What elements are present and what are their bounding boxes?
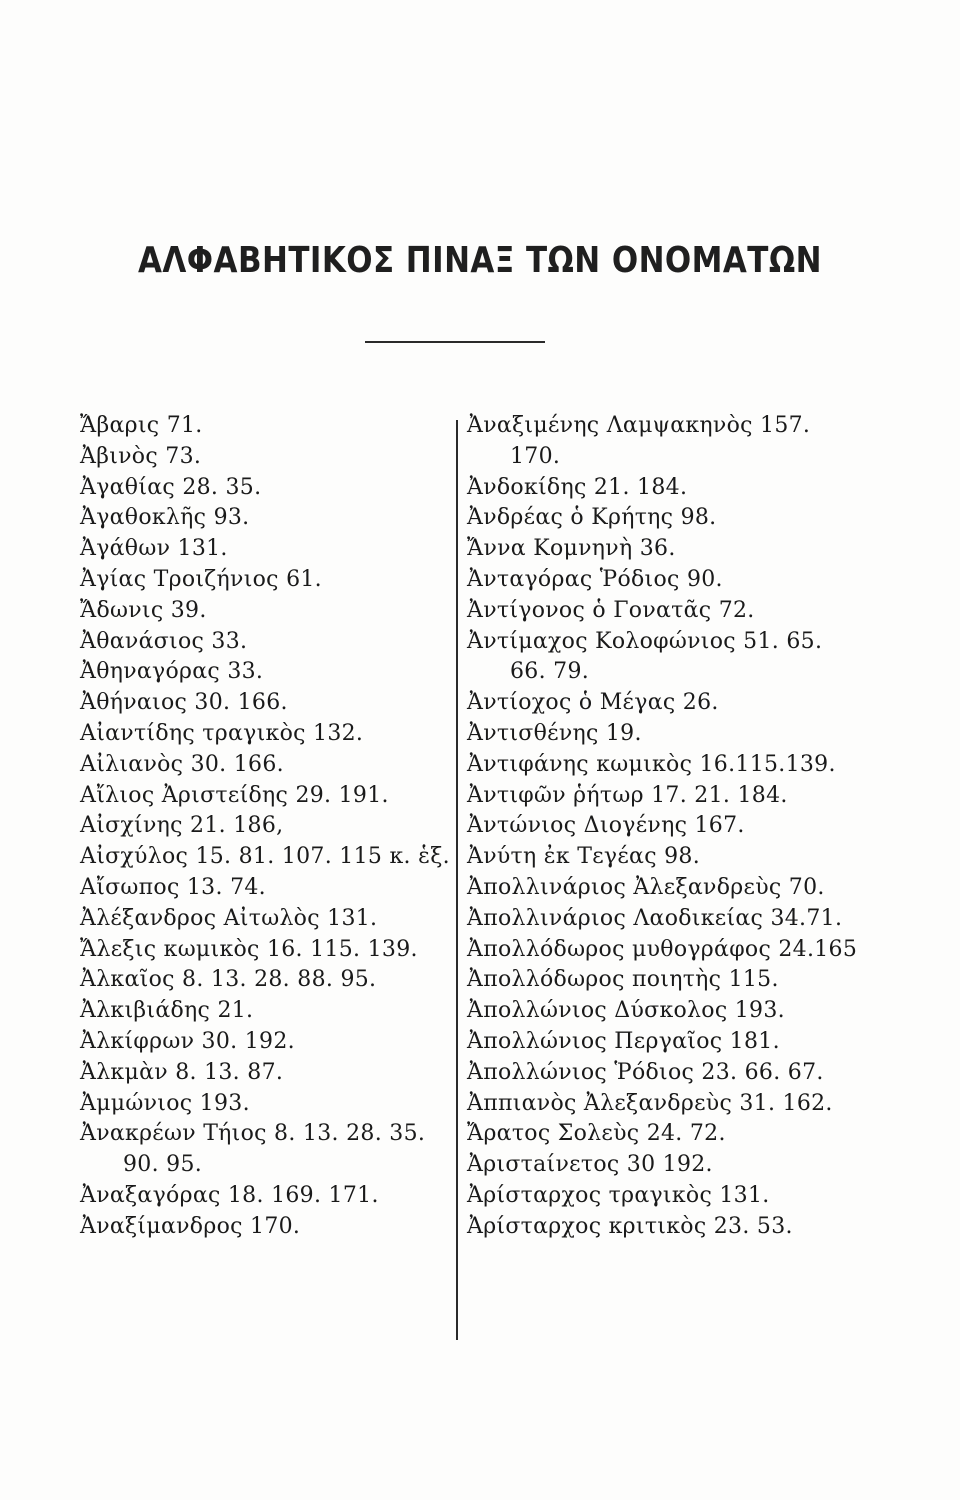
index-entry: Ἀναξιμένης Λαμψακηνὸς 157.: [467, 413, 811, 438]
index-entry: Ἀππιανὸς Ἀλεξανδρεὺς 31. 162.: [467, 1090, 833, 1116]
index-entry: Ἀντιφῶν ῥήτωρ 17. 21. 184.: [467, 782, 788, 808]
index-entry: Ἀναξίμανδρος 170.: [80, 1213, 301, 1239]
index-entry: Αἰσχίνης 21. 186,: [80, 813, 284, 839]
index-entry: Ἀγαθοκλῆς 93.: [80, 505, 250, 531]
index-entry: Ἀγίας Τροιζήνιος 61.: [80, 566, 322, 592]
index-entry: Ἀντίοχος ὁ Μέγας 26.: [467, 690, 719, 716]
index-column-left: [80, 411, 450, 1243]
index-entry: Ἀλκιβιάδης 21.: [80, 998, 254, 1024]
index-entry: Ἀλκίφρων 30. 192.: [80, 1028, 295, 1054]
index-entry: Ἀνακρέων Τήιος 8. 13. 28. 35.: [80, 1121, 426, 1147]
index-entry: Ἀριστaίνετος 30 192.: [467, 1152, 713, 1178]
index-entry: Ἀμμώνιος 193.: [80, 1090, 250, 1116]
index-entry: Ἀπολλόδωρος μυθογράφος 24.165: [467, 936, 858, 962]
index-entry: Ἀρίσταρχος τραγικὸς 131.: [467, 1182, 770, 1208]
index-entry: Ἀλέξανδρος Αἰτωλὸς 131.: [80, 905, 378, 931]
index-entry: Ἀθήναιος 30. 166.: [80, 690, 288, 716]
index-entry: Ἀρίσταρχος κριτικὸς 23. 53.: [467, 1213, 793, 1239]
index-entry: Ἄρατος Σολεὺς 24. 72.: [467, 1121, 726, 1147]
index-entry: Αἴλιος Ἀριστείδης 29. 191.: [80, 782, 389, 808]
index-entry: Ἀπολλώνιος Περγαῖος 181.: [467, 1028, 780, 1054]
index-entry: Αἰσχύλος 15. 81. 107. 115 κ. ἑξ.: [80, 844, 450, 870]
index-entry: Ἀντιφάνης κωμικὸς 16.115.139.: [467, 751, 836, 777]
index-entry: Ἀναξαγόρας 18. 169. 171.: [80, 1182, 379, 1208]
column-divider: [456, 420, 458, 1340]
index-entry: Ἀπολλινάριος Λαοδικείας 34.71.: [467, 905, 843, 931]
index-entry: Ἀλκαῖος 8. 13. 28. 88. 95.: [80, 967, 377, 993]
index-entry-continuation: 90. 95.: [123, 1152, 203, 1178]
index-entry: Αἰαντίδης τραγικὸς 132.: [80, 720, 364, 746]
index-entry: Αἰλιανὸς 30. 166.: [80, 751, 284, 777]
index-entry: Ἀνύτη ἐκ Τεγέας 98.: [467, 844, 701, 870]
index-entry: Ἀβινὸς 73.: [80, 443, 202, 469]
index-entry: Ἀπολλώνιος Ῥόδιος 23. 66. 67.: [467, 1059, 824, 1085]
index-entry: Ἄβαρις 71.: [80, 413, 203, 438]
index-column-right: [467, 411, 887, 1243]
index-entry: Ἀγαθίας 28. 35.: [80, 474, 262, 500]
index-entry-continuation: 66. 79.: [510, 659, 590, 685]
title-divider: [365, 341, 545, 343]
index-entry: Ἀντισθένης 19.: [467, 720, 642, 746]
index-entry: Ἀνδρέας ὁ Κρήτης 98.: [467, 505, 717, 531]
index-entry: Ἀντώνιος Διογένης 167.: [467, 813, 745, 839]
page-title: ΑΛΦΑΒΗΤΙΚΟΣ ΠΙΝΑΞ ΤΩΝ ΟΝΟΜΑΤΩΝ: [138, 240, 822, 281]
index-entry: Ἀνδοκίδης 21. 184.: [467, 474, 688, 500]
index-entry: Ἀπολλόδωρος ποιητὴς 115.: [467, 967, 779, 993]
index-entry: Ἀθηναγόρας 33.: [80, 659, 264, 685]
index-entry: Ἀπολλώνιος Δύσκολος 193.: [467, 998, 785, 1024]
index-entry: Ἀνταγόρας Ῥόδιος 90.: [467, 566, 723, 592]
index-entry-continuation: 170.: [510, 443, 561, 469]
index-entry: Ἀγάθων 131.: [80, 536, 228, 562]
index-entry: Ἀλκμὰν 8. 13. 87.: [80, 1059, 284, 1085]
index-entry: Ἀντίγονος ὁ Γονατᾶς 72.: [467, 597, 755, 623]
index-entry: Ἄλεξις κωμικὸς 16. 115. 139.: [80, 936, 418, 962]
index-entry: Ἄννα Κομνηνὴ 36.: [467, 536, 676, 562]
index-entry: Ἀντίμαχος Κολοφώνιος 51. 65.: [467, 628, 823, 654]
index-entry: Ἄδωνις 39.: [80, 597, 207, 623]
index-entry: Ἀθανάσιος 33.: [80, 628, 248, 654]
index-entry: Αἴσωπος 13. 74.: [80, 874, 266, 900]
index-entry: Ἀπολλινάριος Ἀλεξανδρεὺς 70.: [467, 874, 825, 900]
